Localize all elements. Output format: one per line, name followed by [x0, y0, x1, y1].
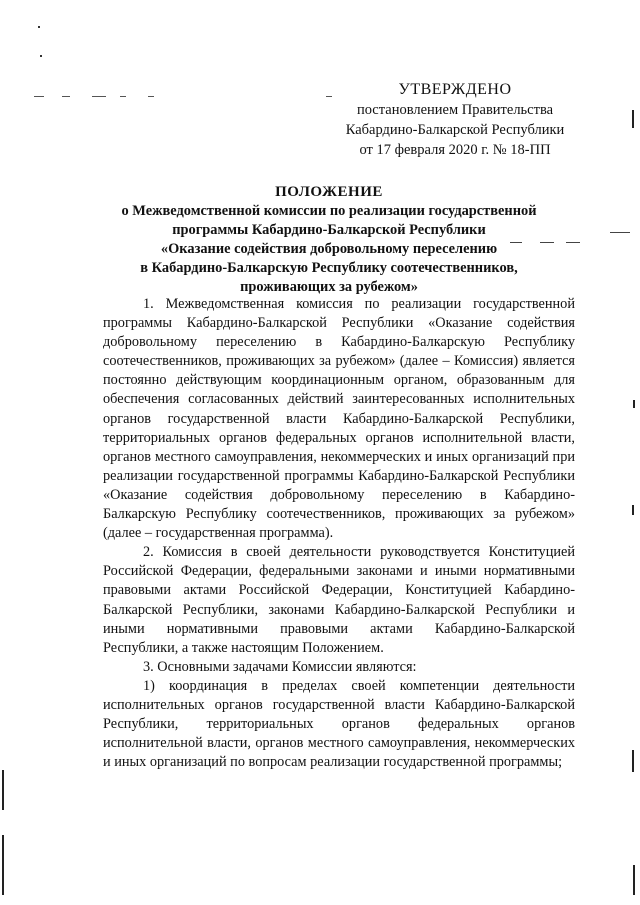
- document-title: [60, 183, 598, 297]
- scan-mark: [2, 835, 4, 895]
- scan-mark: [148, 96, 154, 97]
- scan-mark: [92, 96, 106, 97]
- title-line: программы Кабардино-Балкарской Республики: [172, 222, 486, 238]
- scan-mark: [510, 242, 522, 243]
- paragraph: 1. Межведомственная комиссия по реализации государственной программы Кабардино-Балкарской Республики «Оказание содействия добровольному переселению в Кабардино-Балкарскую Республику соотечественников, проживающих за рубежом» (далее – Комиссия) является постоянно действующим координационным органом, образованным для обеспечения согласованных действий заинтересованных исполнительных органов государственной власти Кабардино-Балкарской Республики, территориальных органов федеральных органов исполнительной власти, органов местного самоуправления, некоммерческих и иных организаций при реализации государственной программы Кабардино-Балкарской Республики «Оказание содействия добровольному переселению в Кабардино-Балкарскую Республику соотечественников, проживающих за рубежом» (далее – государственная программа).: [103, 296, 575, 542]
- scan-mark: [120, 96, 126, 97]
- approval-stamp: УТВЕРЖДЕНО: [398, 81, 512, 98]
- scan-mark: [632, 750, 634, 772]
- scan-mark: [632, 505, 634, 515]
- approval-line: Кабардино-Балкарской Республики: [345, 122, 565, 138]
- scan-mark: [34, 96, 44, 97]
- scan-mark: [632, 110, 634, 128]
- title-line: «Оказание содействия добровольному переселению: [160, 241, 498, 257]
- scan-mark: [633, 865, 635, 895]
- title-line: проживающих за рубежом»: [240, 279, 418, 295]
- approval-line: постановлением Правительства: [356, 102, 554, 118]
- approval-block: [330, 80, 580, 160]
- scan-mark: [566, 242, 580, 243]
- scan-mark: [2, 770, 4, 810]
- title-line: о Межведомственной комиссии по реализации государственной: [121, 203, 537, 219]
- paragraph: 3. Основными задачами Комиссии являются:: [143, 658, 417, 675]
- scan-mark: [610, 232, 630, 233]
- scan-mark: [38, 26, 40, 28]
- approval-date: от 17 февраля 2020 г. № 18-ПП: [359, 142, 551, 158]
- paragraph: 1) координация в пределах своей компетенции деятельности исполнительных органов государственной власти Кабардино-Балкарской Республики, территориальных органов федеральных органов исполнительной власти, органов местного самоуправления, некоммерческих и иных организаций по вопросам реализации государственной программы;: [103, 677, 575, 771]
- scan-mark: [40, 55, 42, 57]
- scan-mark: [633, 400, 635, 408]
- document-body: [103, 295, 575, 772]
- scan-mark: [540, 242, 554, 243]
- title-line: в Кабардино-Балкарскую Республику соотечественников,: [140, 260, 518, 276]
- title-heading: ПОЛОЖЕНИЕ: [275, 184, 383, 200]
- scan-mark: [62, 96, 70, 97]
- paragraph: 2. Комиссия в своей деятельности руководствуется Конституцией Российской Федерации, федеральными законами и иными нормативными правовыми актами Российской Федерации, Конституцией Кабардино-Балкарской Республики, законами Кабардино-Балкарской Республики и иными нормативными правовыми актами Кабардино-Балкарской Республики, а также настоящим Положением.: [103, 544, 575, 656]
